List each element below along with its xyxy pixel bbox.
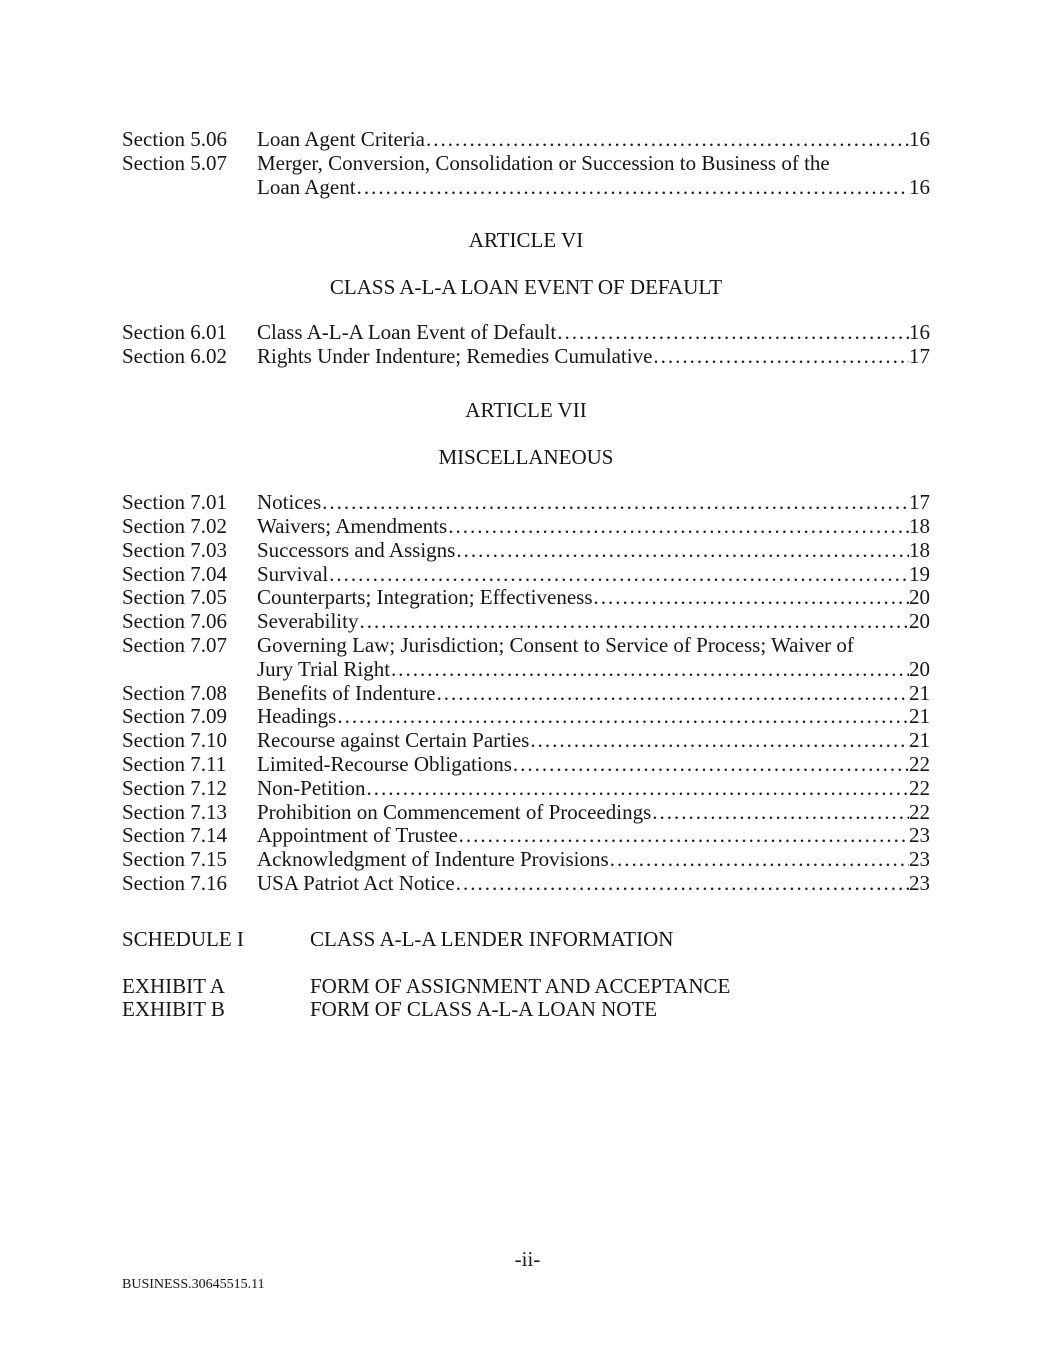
toc-entry-7-08	[122, 682, 930, 706]
toc-entry-7-09	[122, 705, 930, 729]
toc-page-number: 21	[909, 728, 930, 753]
dot-leader	[390, 658, 909, 682]
toc-entry-label: Section 6.02	[122, 343, 227, 368]
dot-leader	[435, 682, 909, 706]
toc-entry-label: Section 5.06	[122, 127, 227, 151]
toc-entry-7-16	[122, 872, 930, 896]
article-vii-subtitle: MISCELLANEOUS	[438, 445, 614, 470]
toc-entry-body	[257, 729, 930, 753]
toc-entry-body	[257, 753, 930, 777]
toc-page-number: 21	[909, 680, 930, 705]
dot-leader	[455, 872, 909, 896]
toc-page-number: 23	[909, 870, 930, 895]
toc-page-number: 22	[909, 775, 930, 800]
toc-entry-body	[257, 586, 930, 610]
toc-page-number: 16	[909, 174, 930, 199]
toc-entry-7-04	[122, 563, 930, 587]
toc-entry-title: Limited-Recourse Obligations	[257, 751, 512, 776]
toc-page-number: 20	[909, 609, 930, 634]
toc-entry-body	[257, 634, 930, 682]
toc-page-number: 18	[909, 537, 930, 562]
toc-entry-label: Section 7.03	[122, 537, 227, 562]
toc-entry-title-line2: Loan Agent	[257, 174, 356, 199]
toc-entry-body	[257, 777, 930, 801]
toc-entry-title: Rights Under Indenture; Remedies Cumulative	[257, 343, 653, 368]
toc-entry-title: Class A-L-A Loan Event of Default	[257, 319, 557, 344]
dot-leader	[609, 848, 909, 872]
toc-entry-title: Benefits of Indenture	[257, 680, 436, 705]
toc-entry-label: Section 7.12	[122, 775, 227, 800]
table-of-contents	[122, 0, 930, 1022]
dot-leader	[447, 515, 909, 539]
toc-page-number: 16	[909, 319, 930, 344]
dot-leader	[366, 777, 910, 801]
toc-entry-label: Section 7.08	[122, 680, 227, 705]
toc-entry-7-07	[122, 634, 930, 682]
toc-entry-7-10	[122, 729, 930, 753]
dot-leader	[529, 729, 909, 753]
toc-entry-title: Counterparts; Integration; Effectiveness	[257, 585, 593, 610]
dot-leader	[458, 824, 909, 848]
toc-page-number: 18	[909, 513, 930, 538]
toc-entry-body	[257, 515, 930, 539]
toc-entry-label: Section 7.16	[122, 870, 227, 895]
dot-leader	[651, 801, 909, 825]
toc-entry-title: Non-Petition	[257, 775, 366, 800]
toc-entry-label: Section 7.10	[122, 728, 227, 753]
toc-entry-label: Section 7.15	[122, 847, 227, 872]
dot-leader	[328, 563, 909, 587]
schedule-label: SCHEDULE I	[122, 926, 244, 951]
toc-entry-title: Notices	[257, 490, 322, 515]
toc-entry-label: Section 7.05	[122, 585, 227, 610]
toc-page-number: 23	[909, 847, 930, 872]
dot-leader	[321, 491, 909, 515]
toc-entry-label: Section 6.01	[122, 319, 227, 344]
toc-entry-title: Appointment of Trustee	[257, 823, 458, 848]
toc-entry-label: Section 7.01	[122, 490, 227, 515]
exhibit-label: EXHIBIT A	[122, 973, 225, 998]
toc-page-number: 20	[909, 585, 930, 610]
toc-entry-label: Section 7.14	[122, 823, 227, 848]
exhibit-title: FORM OF CLASS A-L-A LOAN NOTE	[310, 997, 658, 1022]
toc-entry-title: Headings	[257, 704, 337, 729]
dot-leader	[652, 345, 909, 369]
toc-entry-7-14	[122, 824, 930, 848]
article-vi-heading: ARTICLE VI	[468, 228, 584, 253]
toc-entry-label: Section 7.13	[122, 799, 227, 824]
toc-entry-6-02	[122, 345, 930, 369]
toc-entry-5-06	[122, 128, 930, 152]
toc-entry-body	[257, 801, 930, 825]
exhibit-title: FORM OF ASSIGNMENT AND ACCEPTANCE	[310, 973, 731, 998]
toc-entry-body	[257, 321, 930, 345]
schedule-title: CLASS A-L-A LENDER INFORMATION	[310, 926, 674, 951]
schedule-i-entry	[122, 928, 930, 952]
toc-page-number: 16	[909, 127, 930, 151]
toc-entry-label: Section 7.04	[122, 561, 227, 586]
dot-leader	[512, 753, 909, 777]
exhibit-label: EXHIBIT B	[122, 997, 225, 1022]
toc-entry-title: Successors and Assigns	[257, 537, 456, 562]
toc-entry-7-11	[122, 753, 930, 777]
toc-entry-7-03	[122, 539, 930, 563]
dot-leader	[358, 610, 909, 634]
toc-entry-title-line1: Governing Law; Jurisdiction; Consent to Service of Process; Waiver of	[257, 632, 854, 657]
toc-entry-label: Section 7.06	[122, 609, 227, 634]
exhibit-a-entry	[122, 975, 930, 999]
dot-leader	[356, 176, 909, 200]
toc-entry-body	[257, 682, 930, 706]
toc-entry-title: Prohibition on Commencement of Proceedings	[257, 799, 652, 824]
toc-entry-body	[257, 705, 930, 729]
toc-entry-7-06	[122, 610, 930, 634]
toc-entry-body	[257, 128, 930, 152]
toc-page-number: 23	[909, 823, 930, 848]
toc-page-number: 20	[909, 656, 930, 681]
toc-entry-6-01	[122, 321, 930, 345]
dot-leader	[425, 128, 909, 152]
toc-entry-body	[257, 610, 930, 634]
toc-entry-title: Recourse against Certain Parties	[257, 728, 530, 753]
document-id: BUSINESS.30645515.11	[122, 1277, 265, 1292]
toc-entry-body	[257, 848, 930, 872]
toc-entry-body	[257, 345, 930, 369]
toc-entry-title: Acknowledgment of Indenture Provisions	[257, 847, 609, 872]
dot-leader	[556, 321, 909, 345]
toc-entry-7-12	[122, 777, 930, 801]
toc-entry-body	[257, 152, 930, 200]
toc-entry-body	[257, 539, 930, 563]
toc-entry-5-07	[122, 152, 930, 200]
toc-entry-label: Section 7.02	[122, 513, 227, 538]
toc-entry-title: USA Patriot Act Notice	[257, 870, 455, 895]
toc-entry-label: Section 5.07	[122, 150, 227, 175]
toc-entry-title: Waivers; Amendments	[257, 513, 448, 538]
toc-entry-7-02	[122, 515, 930, 539]
toc-entry-7-15	[122, 848, 930, 872]
exhibit-b-entry	[122, 998, 930, 1022]
article-vi-subtitle: CLASS A-L-A LOAN EVENT OF DEFAULT	[329, 275, 723, 300]
toc-entry-body	[257, 824, 930, 848]
toc-entry-body	[257, 491, 930, 515]
toc-entry-title-line2: Jury Trial Right	[257, 656, 391, 681]
toc-page-number: 17	[909, 343, 930, 368]
dot-leader	[336, 705, 909, 729]
article-vii-heading: ARTICLE VII	[465, 397, 587, 422]
toc-entry-body	[257, 872, 930, 896]
toc-page-number: 17	[909, 490, 930, 515]
page-number: -ii-	[514, 1247, 541, 1271]
toc-entry-body	[257, 563, 930, 587]
toc-entry-7-05	[122, 586, 930, 610]
dot-leader	[455, 539, 909, 563]
toc-entry-7-01	[122, 491, 930, 515]
toc-entry-label: Section 7.09	[122, 704, 227, 729]
toc-page-number: 22	[909, 751, 930, 776]
toc-entry-label: Section 7.07	[122, 632, 227, 657]
toc-entry-7-13	[122, 801, 930, 825]
toc-entry-title: Severability	[257, 609, 359, 634]
toc-page-number: 19	[909, 561, 930, 586]
toc-page-number: 22	[909, 799, 930, 824]
dot-leader	[593, 586, 909, 610]
toc-entry-title-line1: Merger, Conversion, Consolidation or Succession to Business of the	[257, 150, 830, 175]
toc-entry-title: Survival	[257, 561, 329, 586]
toc-page-number: 21	[909, 704, 930, 729]
toc-entry-label: Section 7.11	[122, 751, 227, 776]
toc-entry-title: Loan Agent Criteria	[257, 127, 425, 151]
